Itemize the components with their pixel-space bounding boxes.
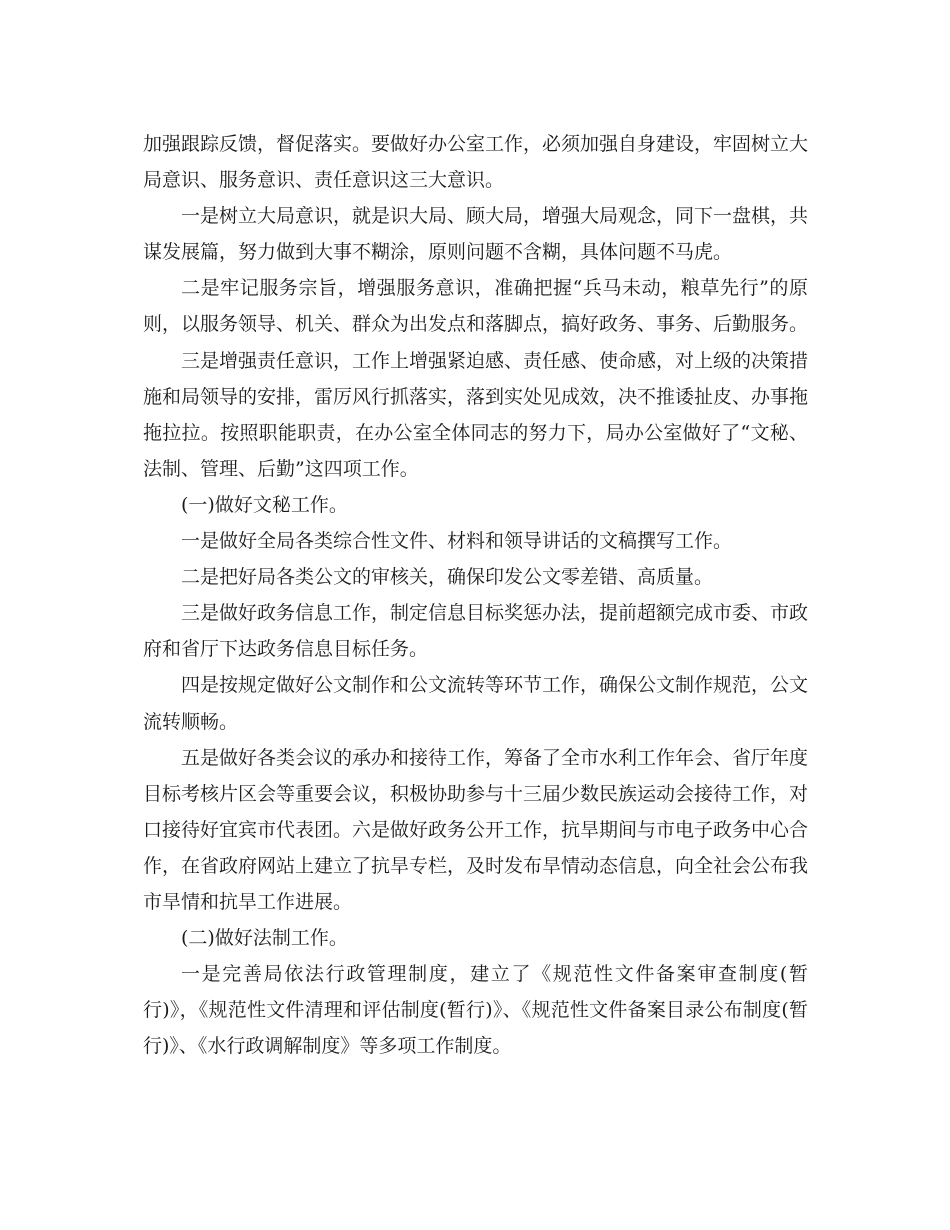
paragraph: 一是树立大局意识，就是识大局、顾大局，增强大局观念，同下一盘棋，共谋发展篇，努力做到大事不糊涂，原则问题不含糊，具体问题不马虎。	[143, 205, 809, 264]
paragraph: 三是做好政务信息工作，制定信息目标奖惩办法，提前超额完成市委、市政府和省厅下达政务信息目标任务。	[143, 602, 809, 661]
paragraph: 五是做好各类会议的承办和接待工作，筹备了全市水利工作年会、省厅年度目标考核片区会等重要会议，积极协助参与十三届少数民族运动会接待工作，对口接待好宜宾市代表团。六是做好政务公开工作，抗旱期间与市电子政务中心合作，在省政府网站上建立了抗旱专栏，及时发布旱情动态信息，向全社会公布我市旱情和抗旱工作进展。	[143, 746, 809, 913]
section-heading: (二)做好法制工作。	[181, 927, 348, 950]
document-body	[143, 126, 808, 1064]
paragraph: 二是把好局各类公文的审核关，确保印发公文零差错、高质量。	[181, 566, 714, 589]
paragraph: 一是做好全局各类综合性文件、材料和领导讲话的文稿撰写工作。	[181, 530, 733, 553]
paragraph: 四是按规定做好公文制作和公文流转等环节工作，确保公文制作规范，公文流转顺畅。	[143, 674, 809, 733]
paragraph: 三是增强责任意识，工作上增强紧迫感、责任感、使命感，对上级的决策措施和局领导的安排，雷厉风行抓落实，落到实处见成效，决不推诿扯皮、办事拖拖拉拉。按照职能职责，在办公室全体同志的努力下，局办公室做好了“文秘、法制、管理、后勤”这四项工作。	[143, 349, 809, 480]
paragraph: 一是完善局依法行政管理制度，建立了《规范性文件备案审查制度(暂行)》，《规范性文件清理和评估制度(暂行)》、《规范性文件备案目录公布制度(暂行)》、《水行政调解制度》等多项工作制度。	[143, 963, 808, 1058]
section-heading: (一)做好文秘工作。	[181, 493, 348, 516]
paragraph: 二是牢记服务宗旨，增强服务意识，准确把握“兵马未动，粮草先行”的原则，以服务领导、机关、群众为出发点和落脚点，搞好政务、事务、后勤服务。	[143, 277, 809, 336]
paragraph: 加强跟踪反馈，督促落实。要做好办公室工作，必须加强自身建设，牢固树立大局意识、服务意识、责任意识这三大意识。	[143, 133, 809, 192]
